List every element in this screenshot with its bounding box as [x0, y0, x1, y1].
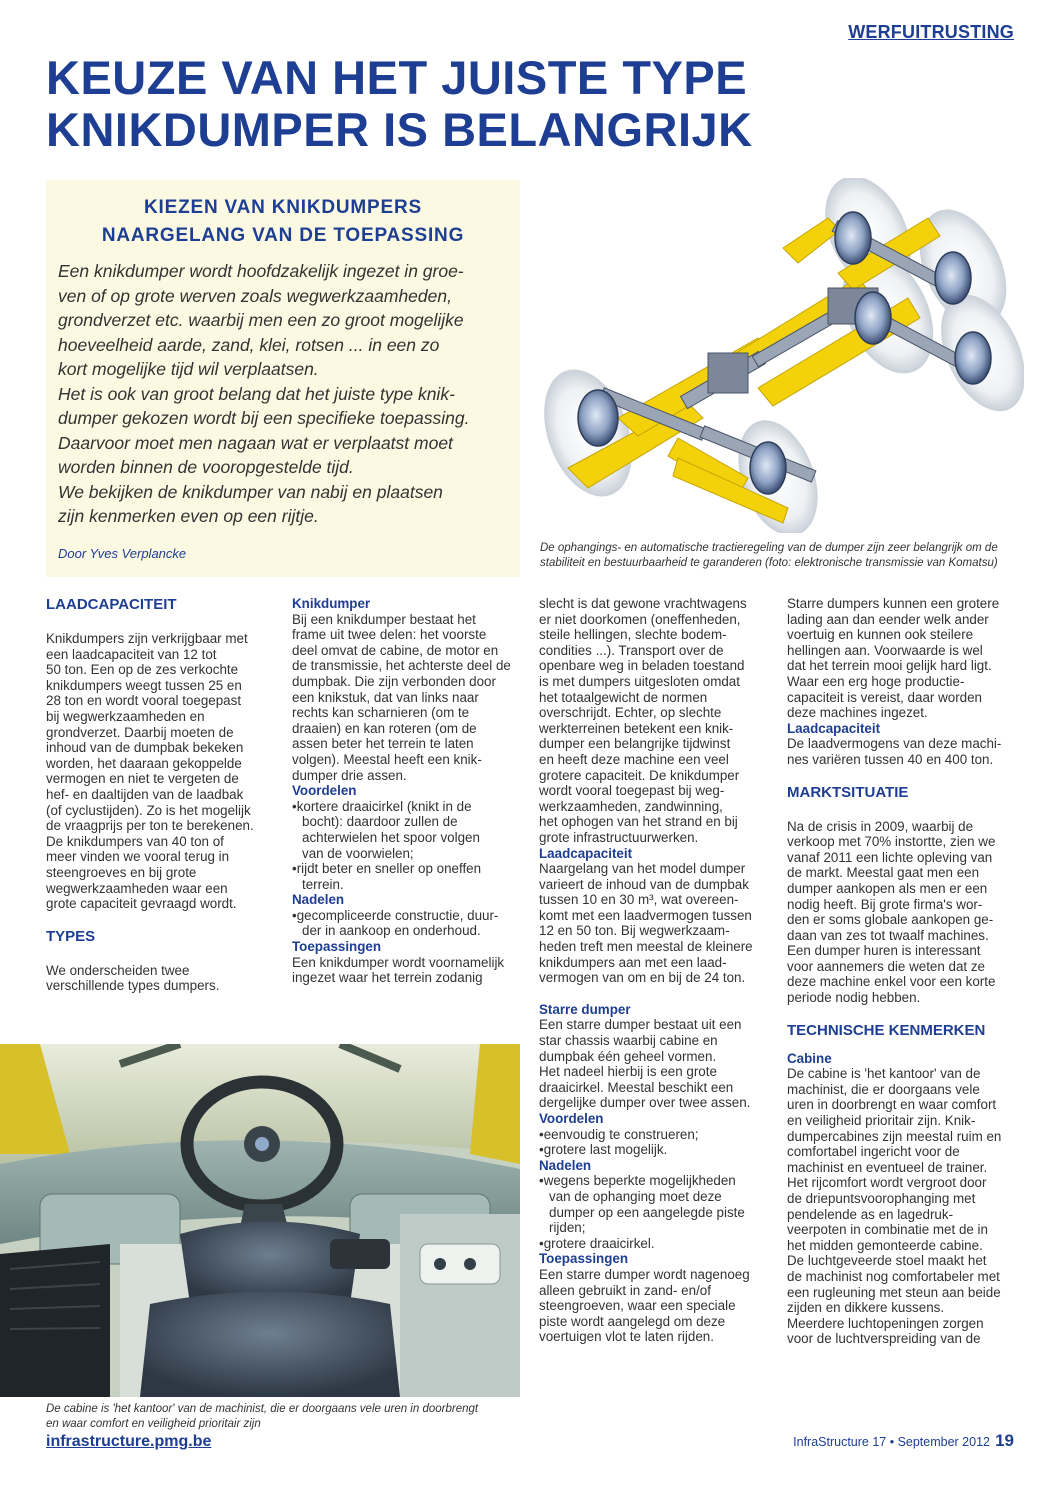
text-line: deze machines ingezet.	[787, 705, 928, 721]
text-line: varieert de inhoud van de dumpbak	[539, 876, 749, 892]
subheading-laadcapaciteit: Laadcapaciteit	[787, 720, 881, 736]
text-line: de driepuntsvoorophanging met	[787, 1191, 976, 1206]
text-line: de vraagprijs per ton te berekenen.	[46, 818, 254, 834]
bullet-line: •gecompliceerde constructie, duur-	[292, 907, 499, 923]
caption-line: stabiliteit en bestuurbaarheid te garanderen (foto: elektronische transmissie van Komatsu)	[540, 557, 998, 569]
intro-line: ven of op grote werven zoals wegwerkzaamheden,	[58, 285, 452, 306]
text-line: een rugleuning met steun aan beide	[787, 1284, 1001, 1300]
text-line: De laadvermogens van deze machi-	[787, 736, 1002, 752]
footer-issue: InfraStructure 17 • September 2012	[793, 1435, 990, 1449]
text-line: knikdumpers weegt tussen 25 en	[46, 677, 242, 693]
photo-caption	[46, 1402, 478, 1432]
column-4	[787, 596, 1019, 1347]
bullet-line: van de voorwielen;	[302, 845, 414, 861]
heading-types: TYPES	[46, 927, 96, 945]
text-line: de transmissie, het achterste deel de	[292, 658, 511, 674]
text-line: machinist en eventueel de trainer.	[787, 1159, 988, 1175]
text-line: is met dumpers uitgesloten omdat	[539, 673, 740, 689]
text-line: frame uit twee delen: het voorste	[292, 627, 487, 643]
text-line: grote capaciteit gevraagd wordt.	[46, 896, 237, 912]
text-line: Naargelang van het model dumper	[539, 861, 746, 877]
text-line: voertuigen vlot te laten rijden.	[539, 1329, 714, 1345]
text-line: veerpoten in combinatie met de in	[787, 1222, 988, 1238]
heading-marktsituatie: MARKTSITUATIE	[787, 783, 909, 801]
text-line: De cabine is 'het kantoor' van de	[787, 1066, 981, 1082]
text-line: 12 en 50 ton. Bij wegwerkzaam-	[539, 923, 730, 939]
text-line: steengroeves en bij grote	[46, 864, 197, 880]
caption-line: en waar comfort en veiligheid prioritair zijn	[46, 1418, 261, 1430]
chassis-illustration	[528, 178, 1024, 533]
bullet-line: bocht): daardoor zullen de	[302, 814, 458, 830]
intro-line: Een knikdumper wordt hoofdzakelijk ingezet in groe-	[58, 261, 464, 281]
text-line: nes variëren tussen 40 en 400 ton.	[787, 751, 994, 767]
subheading-starre-dumper: Starre dumper	[539, 1001, 631, 1017]
bullet-line: •rijdt beter en sneller op oneffen	[292, 861, 482, 877]
text-line: er niet doorkomen (oneffenheden,	[539, 611, 741, 627]
subheading-laadcapaciteit: Laadcapaciteit	[539, 845, 633, 861]
column-3	[539, 596, 771, 1345]
text-line: Waar een erg hoge productie-	[787, 673, 965, 689]
subheading-nadelen: Nadelen	[292, 892, 345, 908]
bullet-line: dumper op een aangelegde piste	[549, 1204, 745, 1220]
text-line: Een starre dumper wordt nagenoeg	[539, 1266, 750, 1282]
column-2	[292, 596, 524, 986]
intro-line: worden binnen de vooropgestelde tijd.	[58, 457, 354, 477]
intro-line: dumper gekozen wordt bij een specifieke toepassing.	[58, 408, 470, 428]
spacer	[787, 1006, 1019, 1022]
text-line: voor aannemers die weten dat ze	[787, 958, 986, 974]
subheading-knikdumper: Knikdumper	[292, 596, 371, 611]
bullet-line: •eenvoudig te construeren;	[539, 1126, 699, 1142]
text-line: Een starre dumper bestaat uit een	[539, 1017, 742, 1033]
text-line: wordt vooral toegepast bij weg-	[539, 783, 725, 799]
text-line: voertuig en kunnen ook steilere	[787, 627, 974, 643]
text-line: periode nodig hebben.	[787, 990, 921, 1006]
text-line: werkterreinen betekent een knik-	[539, 720, 734, 736]
text-line: We onderscheiden twee	[46, 962, 190, 978]
text-line: Na de crisis in 2009, waarbij de	[787, 818, 974, 834]
text-line: hellingen aan. Voorwaarde is wel	[787, 642, 983, 658]
illustration-caption	[540, 541, 998, 571]
text-line: Meerdere luchtopeningen zorgen	[787, 1315, 984, 1331]
text-line: dat het terrein mooi gelijk hard ligt.	[787, 658, 992, 674]
text-line: dumper drie assen.	[292, 767, 407, 783]
text-line: meer vinden we vooral terug in	[46, 849, 230, 865]
text-line: openbare weg in beladen toestand	[539, 658, 745, 674]
text-line: steile hellingen, slechte bodem-	[539, 627, 727, 643]
text-line: rechts kan scharnieren (om te	[292, 705, 470, 721]
text-line: worden, het daaraan gekoppelde	[46, 755, 242, 771]
text-line: star chassis waarbij cabine en	[539, 1033, 718, 1049]
intro-line: grondverzet etc. waarbij men een zo groot mogelijke	[58, 310, 464, 330]
bullet-line: •grotere draaicirkel.	[539, 1235, 655, 1251]
subheading-cabine: Cabine	[787, 1050, 832, 1066]
headline-line-1: KEUZE VAN HET JUISTE TYPE	[46, 51, 748, 104]
text-line: dumper een belangrijke tijdwinst	[539, 736, 731, 752]
text-line: capaciteit is vereist, daar worden	[787, 689, 983, 705]
text-line: een laadcapaciteit van 12 tot	[46, 646, 217, 662]
text-line: machinist, die er doorgaans vele	[787, 1081, 980, 1097]
text-line: (of cyclustijden). Zo is het mogelijk	[46, 802, 251, 818]
text-line: slecht is dat gewone vrachtwagens	[539, 596, 747, 611]
text-line: verkoop met 70% instortte, zien we	[787, 834, 996, 850]
text-line: inhoud van de dumpbak bekeken	[46, 740, 244, 756]
text-line: bij wegwerkzaamheden en	[46, 708, 205, 724]
caption-line: De cabine is 'het kantoor' van de machinist, die er doorgaans vele uren in doorbrengt	[46, 1403, 479, 1415]
intro-title-line-2: NAARGELANG VAN DE TOEPASSING	[101, 225, 465, 246]
text-line: deel omvat de cabine, de motor en	[292, 642, 499, 658]
spacer	[787, 768, 1019, 784]
text-line: uren in doorbrengt en waar comfort	[787, 1097, 997, 1113]
heading-laadcapaciteit: LAADCAPACITEIT	[46, 596, 177, 613]
bullet-line: •grotere last mogelijk.	[539, 1142, 668, 1158]
text-line: verschillende types dumpers.	[46, 978, 220, 994]
text-line: steengroeven, waar een speciale	[539, 1298, 736, 1314]
heading-technische-kenmerken: TECHNISCHE KENMERKEN	[787, 1021, 986, 1039]
text-line: werkzaamheden, zandwinning,	[539, 798, 723, 814]
text-line: komt met een laadvermogen tussen	[539, 907, 752, 923]
subheading-voordelen: Voordelen	[292, 783, 357, 799]
text-line: Bij een knikdumper bestaat het	[292, 611, 476, 627]
text-line: heden treft men meestal de kleinere	[539, 939, 753, 955]
text-line: Knikdumpers zijn verkrijgbaar met	[46, 631, 248, 646]
subheading-nadelen: Nadelen	[539, 1157, 592, 1173]
text-line: vermogen van om en bij de 24 ton.	[539, 970, 746, 986]
text-line: dumpbak één geheel vormen.	[539, 1048, 717, 1064]
spacer	[539, 986, 771, 1002]
author-byline: Door Yves Verplancke	[58, 546, 187, 561]
text-line: knikdumpers aan met een laad-	[539, 954, 727, 970]
intro-box	[46, 180, 520, 577]
text-line: dumpbak. Die zijn verbonden door	[292, 673, 496, 689]
text-line: vanaf 2011 een lichte opleving van	[787, 849, 993, 865]
text-line: het midden gemonteerde cabine.	[787, 1237, 983, 1253]
text-line: overschrijdt. Echter, op slechte	[539, 705, 722, 721]
text-line: assen beter het terrein te laten	[292, 736, 474, 752]
subheading-voordelen: Voordelen	[539, 1111, 604, 1126]
bullet-line: der in aankoop en onderhoud.	[302, 923, 481, 939]
text-line: deze machine enkel voor een korte	[787, 974, 996, 990]
text-line: piste wordt aangelegd om deze	[539, 1313, 726, 1329]
bullet-line: van de ophanging moet deze	[549, 1188, 722, 1204]
text-line: wegwerkzaamheden waar een	[46, 880, 228, 896]
intro-line: kort mogelijke tijd wil verplaatsen.	[58, 359, 319, 379]
intro-title	[46, 194, 520, 250]
subheading-toepassingen: Toepassingen	[539, 1251, 629, 1267]
text-line: draaicirkel. Meestal beschikt een	[539, 1079, 734, 1095]
text-line: het totaalgewicht de normen	[539, 689, 708, 705]
text-line: tussen 10 en 30 m³, wat overeen-	[539, 892, 739, 908]
bullet-line: achterwielen het spoor volgen	[302, 829, 480, 845]
text-line: Een knikdumper wordt voornamelijk	[292, 954, 505, 970]
text-line: alleen gebruikt in zand- en/of	[539, 1282, 711, 1298]
text-line: condities ...). Transport over de	[539, 642, 724, 658]
text-line: De knikdumpers van 40 ton of	[46, 833, 224, 849]
footer-url-link[interactable]: infrastructure.pmg.be	[46, 1433, 212, 1450]
text-line: grotere capaciteit. De knikdumper	[539, 767, 740, 783]
bullet-line: •wegens beperkte mogelijkheden	[539, 1173, 736, 1189]
bullet-line: rijden;	[549, 1220, 586, 1236]
intro-line: Daarvoor moet men nagaan wat er verplaatst moet	[58, 432, 453, 453]
text-line: Het rijcomfort wordt vergroot door	[787, 1175, 987, 1191]
text-line: nodig heeft. Bij grote firma's wor-	[787, 896, 983, 912]
intro-text	[58, 259, 516, 529]
text-line: lading aan dan eender welk ander	[787, 611, 989, 627]
text-line: de machinist nog comfortabeler met	[787, 1268, 1000, 1284]
text-line: den er soms globale aankopen ge-	[787, 912, 994, 928]
text-line: hef- en daaltijden van de laadbak	[46, 786, 244, 802]
text-line: het ophogen van het strand en bij	[539, 814, 738, 830]
intro-line: Het is ook van groot belang dat het juiste type knik-	[58, 383, 455, 404]
cabin-photo	[0, 1044, 520, 1397]
page-number: 19	[995, 1431, 1014, 1450]
text-line: Het nadeel hierbij is een grote	[539, 1064, 717, 1080]
text-line: ingezet waar het terrein zodanig	[292, 970, 483, 986]
text-line: dergelijke dumper over twee assen.	[539, 1095, 751, 1111]
text-line: en heeft deze machine een veel	[539, 751, 729, 767]
text-line: draaien) en kan roteren (om de	[292, 720, 477, 736]
article-headline	[46, 52, 826, 156]
text-line: Een dumper huren is interessant	[787, 943, 981, 959]
text-line: en veiligheid prioritair zijn. Knik-	[787, 1113, 976, 1129]
text-line: grondverzet. Daarbij moeten de	[46, 724, 234, 740]
intro-line: hoeveelheid aarde, zand, klei, rotsen ... in een zo	[58, 334, 440, 355]
text-line: zijden en dikkere kussens.	[787, 1300, 945, 1316]
text-line: vermogen en niet te vergeten de	[46, 771, 239, 787]
caption-line: De ophangings- en automatische tractieregeling van de dumper zijn zeer belangrijk om de	[540, 542, 998, 554]
intro-line: We bekijken de knikdumper van nabij en plaatsen	[58, 481, 443, 502]
bullet-line: •kortere draaicirkel (knikt in de	[292, 798, 472, 814]
text-line: volgen). Meestal heeft een knik-	[292, 751, 482, 767]
text-line: daan van zes tot twaalf machines.	[787, 927, 989, 943]
spacer	[46, 912, 278, 928]
column-1	[46, 596, 278, 994]
text-line: pendelende as en lagedruk-	[787, 1206, 954, 1222]
section-tag: WERFUITRUSTING	[848, 22, 1014, 42]
text-line: 50 ton. Een op de zes verkochte	[46, 662, 239, 678]
headline-line-2: KNIKDUMPER IS BELANGRIJK	[46, 103, 753, 156]
text-line: dumper aankopen als men er een	[787, 880, 988, 896]
text-line: De luchtgeveerde stoel maakt het	[787, 1253, 987, 1269]
text-line: comfortabel ingericht voor de	[787, 1144, 960, 1160]
intro-line: zijn kenmerken even op een rijtje.	[58, 506, 319, 526]
text-line: 28 ton en wordt vooral toegepast	[46, 693, 242, 709]
text-line: een knikstuk, dat van links naar	[292, 689, 479, 705]
text-line: dumpercabines zijn meestal ruim en	[787, 1128, 1002, 1144]
bullet-line: terrein.	[302, 876, 344, 892]
text-line: de markt. Meestal gaat men een	[787, 865, 980, 881]
text-line: grote infrastructuurwerken.	[539, 829, 699, 845]
intro-title-line-1: KIEZEN VAN KNIKDUMPERS	[144, 197, 422, 218]
text-line: voor de luchtverspreiding van de	[787, 1331, 981, 1347]
subheading-toepassingen: Toepassingen	[292, 939, 382, 955]
text-line: Starre dumpers kunnen een grotere	[787, 596, 1000, 611]
